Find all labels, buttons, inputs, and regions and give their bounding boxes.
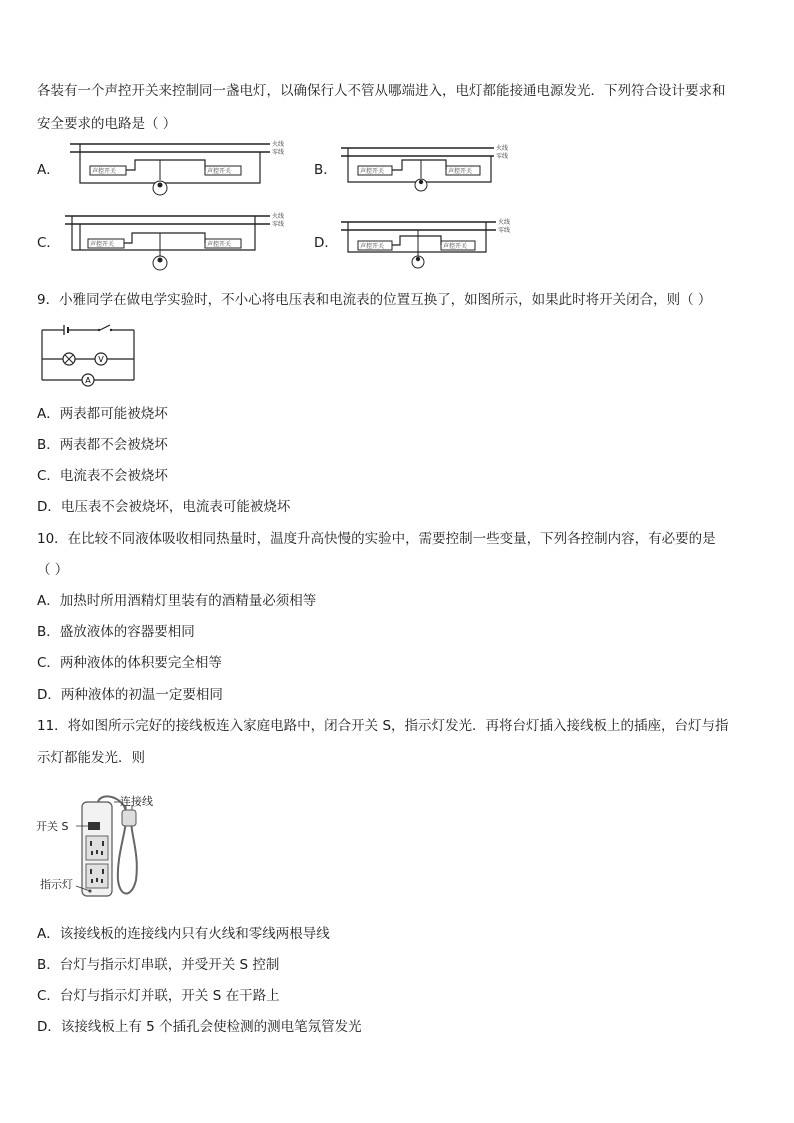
neutral-wire-label: 零线 (272, 221, 285, 228)
switch-label: 声控开关 (443, 243, 468, 250)
q11-stem-line2: 示灯都能发光．则 (37, 750, 145, 766)
switch-label: 声控开关 (92, 168, 117, 175)
q9-option-b: B．两表都不会被烧坏 (37, 437, 168, 453)
live-wire-label: 火线 (498, 219, 511, 226)
q10-option-c: C．两种液体的体积要完全相等 (37, 655, 222, 671)
q9-option-a: A．两表都可能被烧坏 (37, 406, 168, 422)
neutral-wire-label: 零线 (272, 149, 285, 156)
voltmeter-symbol: V (98, 355, 104, 364)
q8-option-d-label: D． (314, 235, 338, 251)
indicator-light-label: 指示灯 (40, 878, 73, 891)
q8-option-a-label: A． (37, 162, 60, 178)
q11-option-c: C．台灯与指示灯并联，开关 S 在干路上 (37, 988, 280, 1004)
q8-option-a-circuit (60, 138, 290, 200)
switch-label: 声控开关 (90, 241, 115, 248)
q10-option-a: A．加热时所用酒精灯里装有的酒精量必须相等 (37, 593, 317, 609)
neutral-wire-label: 零线 (496, 153, 509, 160)
q8-option-d-circuit (336, 212, 526, 270)
q11-power-strip-photo (36, 790, 166, 905)
q10-stem-line2: （ ） (37, 562, 69, 578)
switch-label: 声控开关 (360, 168, 385, 175)
q8-option-b-label: B． (314, 162, 337, 178)
q9-circuit-diagram (38, 322, 138, 388)
q9-stem: 9．小雅同学在做电学实验时，不小心将电压表和电流表的位置互换了，如图所示，如果此时将开关闭合，则（ ） (37, 292, 712, 308)
q9-option-d: D．电压表不会被烧坏，电流表可能被烧坏 (37, 499, 291, 515)
switch-label: 声控开关 (448, 168, 473, 175)
switch-label: 声控开关 (360, 243, 385, 250)
q8-stem-line1: 各装有一个声控开关来控制同一盏电灯，以确保行人不管从哪端进入，电灯都能接通电源发光．下列符合设计要求和 (37, 83, 726, 99)
live-wire-label: 火线 (272, 213, 285, 220)
live-wire-label: 火线 (496, 145, 509, 152)
switch-s-label: 开关 S (36, 820, 69, 833)
q10-option-d: D．两种液体的初温一定要相同 (37, 687, 223, 703)
q9-option-c: C．电流表不会被烧坏 (37, 468, 168, 484)
q11-option-b: B．台灯与指示灯串联，并受开关 S 控制 (37, 957, 280, 973)
live-wire-label: 火线 (272, 141, 285, 148)
switch-label: 声控开关 (207, 241, 232, 248)
wire-label: 连接线 (120, 795, 153, 808)
q11-option-a: A．该接线板的连接线内只有火线和零线两根导线 (37, 926, 330, 942)
q8-option-c-label: C． (37, 235, 60, 251)
q8-stem-line2: 安全要求的电路是（ ） (37, 116, 177, 132)
neutral-wire-label: 零线 (498, 227, 511, 234)
q10-option-b: B．盛放液体的容器要相同 (37, 624, 195, 640)
q8-option-c-circuit (60, 210, 290, 274)
q8-option-b-circuit (336, 140, 526, 195)
ammeter-symbol: A (85, 376, 91, 385)
q11-stem-line1: 11．将如图所示完好的接线板连入家庭电路中，闭合开关 S，指示灯发光．再将台灯插入接线板上的插座，台灯与指 (37, 718, 729, 734)
q10-stem-line1: 10．在比较不同液体吸收相同热量时，温度升高快慢的实验中，需要控制一些变量，下列各控制内容，有必要的是 (37, 531, 716, 547)
switch-label: 声控开关 (207, 168, 232, 175)
q11-option-d: D．该接线板上有 5 个插孔会使检测的测电笔氖管发光 (37, 1019, 362, 1035)
